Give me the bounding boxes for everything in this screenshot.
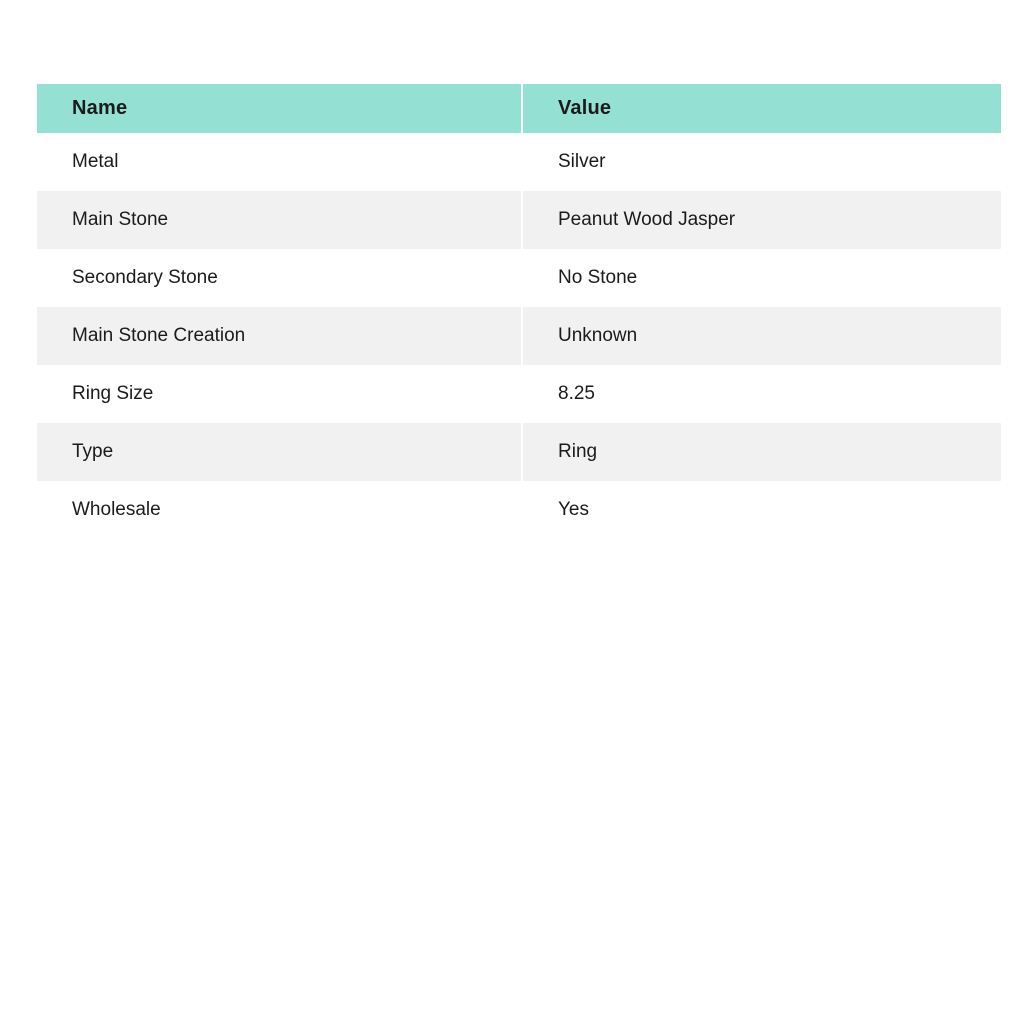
row-name-cell: Metal <box>37 133 523 191</box>
row-name-cell: Main Stone Creation <box>37 307 523 365</box>
row-name-cell: Main Stone <box>37 191 523 249</box>
table-row <box>37 481 1001 539</box>
row-value-cell: 8.25 <box>523 365 1001 423</box>
row-value-cell: No Stone <box>523 249 1001 307</box>
row-value-cell: Peanut Wood Jasper <box>523 191 1001 249</box>
row-name-cell: Wholesale <box>37 481 523 539</box>
row-name-cell: Type <box>37 423 523 481</box>
row-value-cell: Ring <box>523 423 1001 481</box>
table-row <box>37 249 1001 307</box>
table-row <box>37 365 1001 423</box>
header-row <box>37 84 1001 133</box>
row-name-cell: Secondary Stone <box>37 249 523 307</box>
row-value-cell: Unknown <box>523 307 1001 365</box>
column-header-value: Value <box>523 84 1001 133</box>
row-name-cell: Ring Size <box>37 365 523 423</box>
table-row <box>37 307 1001 365</box>
row-value-cell: Yes <box>523 481 1001 539</box>
table-row <box>37 191 1001 249</box>
column-header-name: Name <box>37 84 523 133</box>
attributes-table <box>37 84 1001 539</box>
table-row <box>37 133 1001 191</box>
row-value-cell: Silver <box>523 133 1001 191</box>
table-row <box>37 423 1001 481</box>
